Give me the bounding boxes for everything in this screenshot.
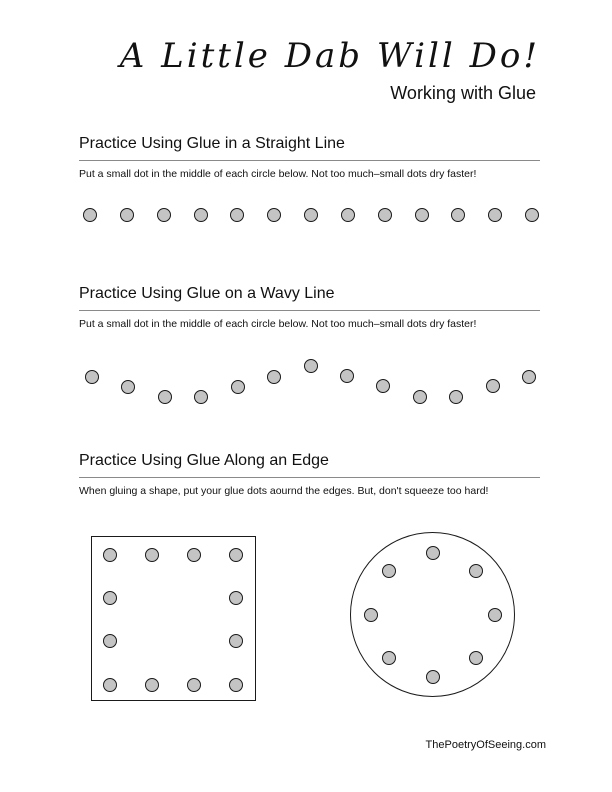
glue-target-dot (304, 359, 318, 373)
square-edge-dot (229, 548, 243, 562)
glue-target-dot (449, 390, 463, 404)
section-heading-edge: Practice Using Glue Along an Edge (79, 452, 329, 469)
square-edge-dot (103, 591, 117, 605)
page-title: A Little Dab Will Do! (119, 36, 540, 76)
glue-target-dot (231, 380, 245, 394)
glue-target-dot (525, 208, 539, 222)
glue-target-dot (451, 208, 465, 222)
section-divider (79, 310, 540, 311)
square-edge-dot (103, 678, 117, 692)
section-heading-straight-line: Practice Using Glue in a Straight Line (79, 135, 345, 152)
glue-target-dot (194, 208, 208, 222)
section-divider (79, 477, 540, 478)
square-edge-dot (187, 548, 201, 562)
square-edge-dot (229, 634, 243, 648)
glue-target-dot (194, 390, 208, 404)
section-divider (79, 160, 540, 161)
glue-target-dot (83, 208, 97, 222)
glue-target-dot (85, 370, 99, 384)
circle-edge-dot (426, 546, 440, 560)
square-edge-dot (229, 678, 243, 692)
square-edge-dot (229, 591, 243, 605)
footer-credit: ThePoetryOfSeeing.com (425, 739, 546, 751)
section-heading-wavy-line: Practice Using Glue on a Wavy Line (79, 285, 335, 302)
square-edge-dot (187, 678, 201, 692)
square-edge-dot (145, 548, 159, 562)
square-edge-dot (103, 548, 117, 562)
square-edge-dot (145, 678, 159, 692)
glue-target-dot (341, 208, 355, 222)
circle-edge-dot (382, 564, 396, 578)
circle-edge-dot (488, 608, 502, 622)
glue-target-dot (486, 379, 500, 393)
circle-edge-dot (382, 651, 396, 665)
circle-edge-dot (364, 608, 378, 622)
circle-edge-dot (469, 564, 483, 578)
section-instruction-straight-line: Put a small dot in the middle of each circle below. Not too much–small dots dry faster! (79, 168, 477, 180)
square-edge-dot (103, 634, 117, 648)
glue-target-dot (267, 370, 281, 384)
glue-target-dot (267, 208, 281, 222)
section-instruction-wavy-line: Put a small dot in the middle of each circle below. Not too much–small dots dry faster! (79, 318, 477, 330)
glue-target-dot (157, 208, 171, 222)
glue-target-dot (413, 390, 427, 404)
glue-target-dot (340, 369, 354, 383)
glue-target-dot (158, 390, 172, 404)
glue-target-dot (230, 208, 244, 222)
circle-edge-dot (426, 670, 440, 684)
page-subtitle: Working with Glue (390, 83, 536, 103)
glue-target-dot (121, 380, 135, 394)
glue-target-dot (120, 208, 134, 222)
glue-target-dot (376, 379, 390, 393)
glue-target-dot (378, 208, 392, 222)
glue-target-dot (488, 208, 502, 222)
glue-target-dot (415, 208, 429, 222)
glue-target-dot (304, 208, 318, 222)
section-instruction-edge: When gluing a shape, put your glue dots aournd the edges. But, don't squeeze too hard! (79, 485, 489, 497)
glue-target-dot (522, 370, 536, 384)
